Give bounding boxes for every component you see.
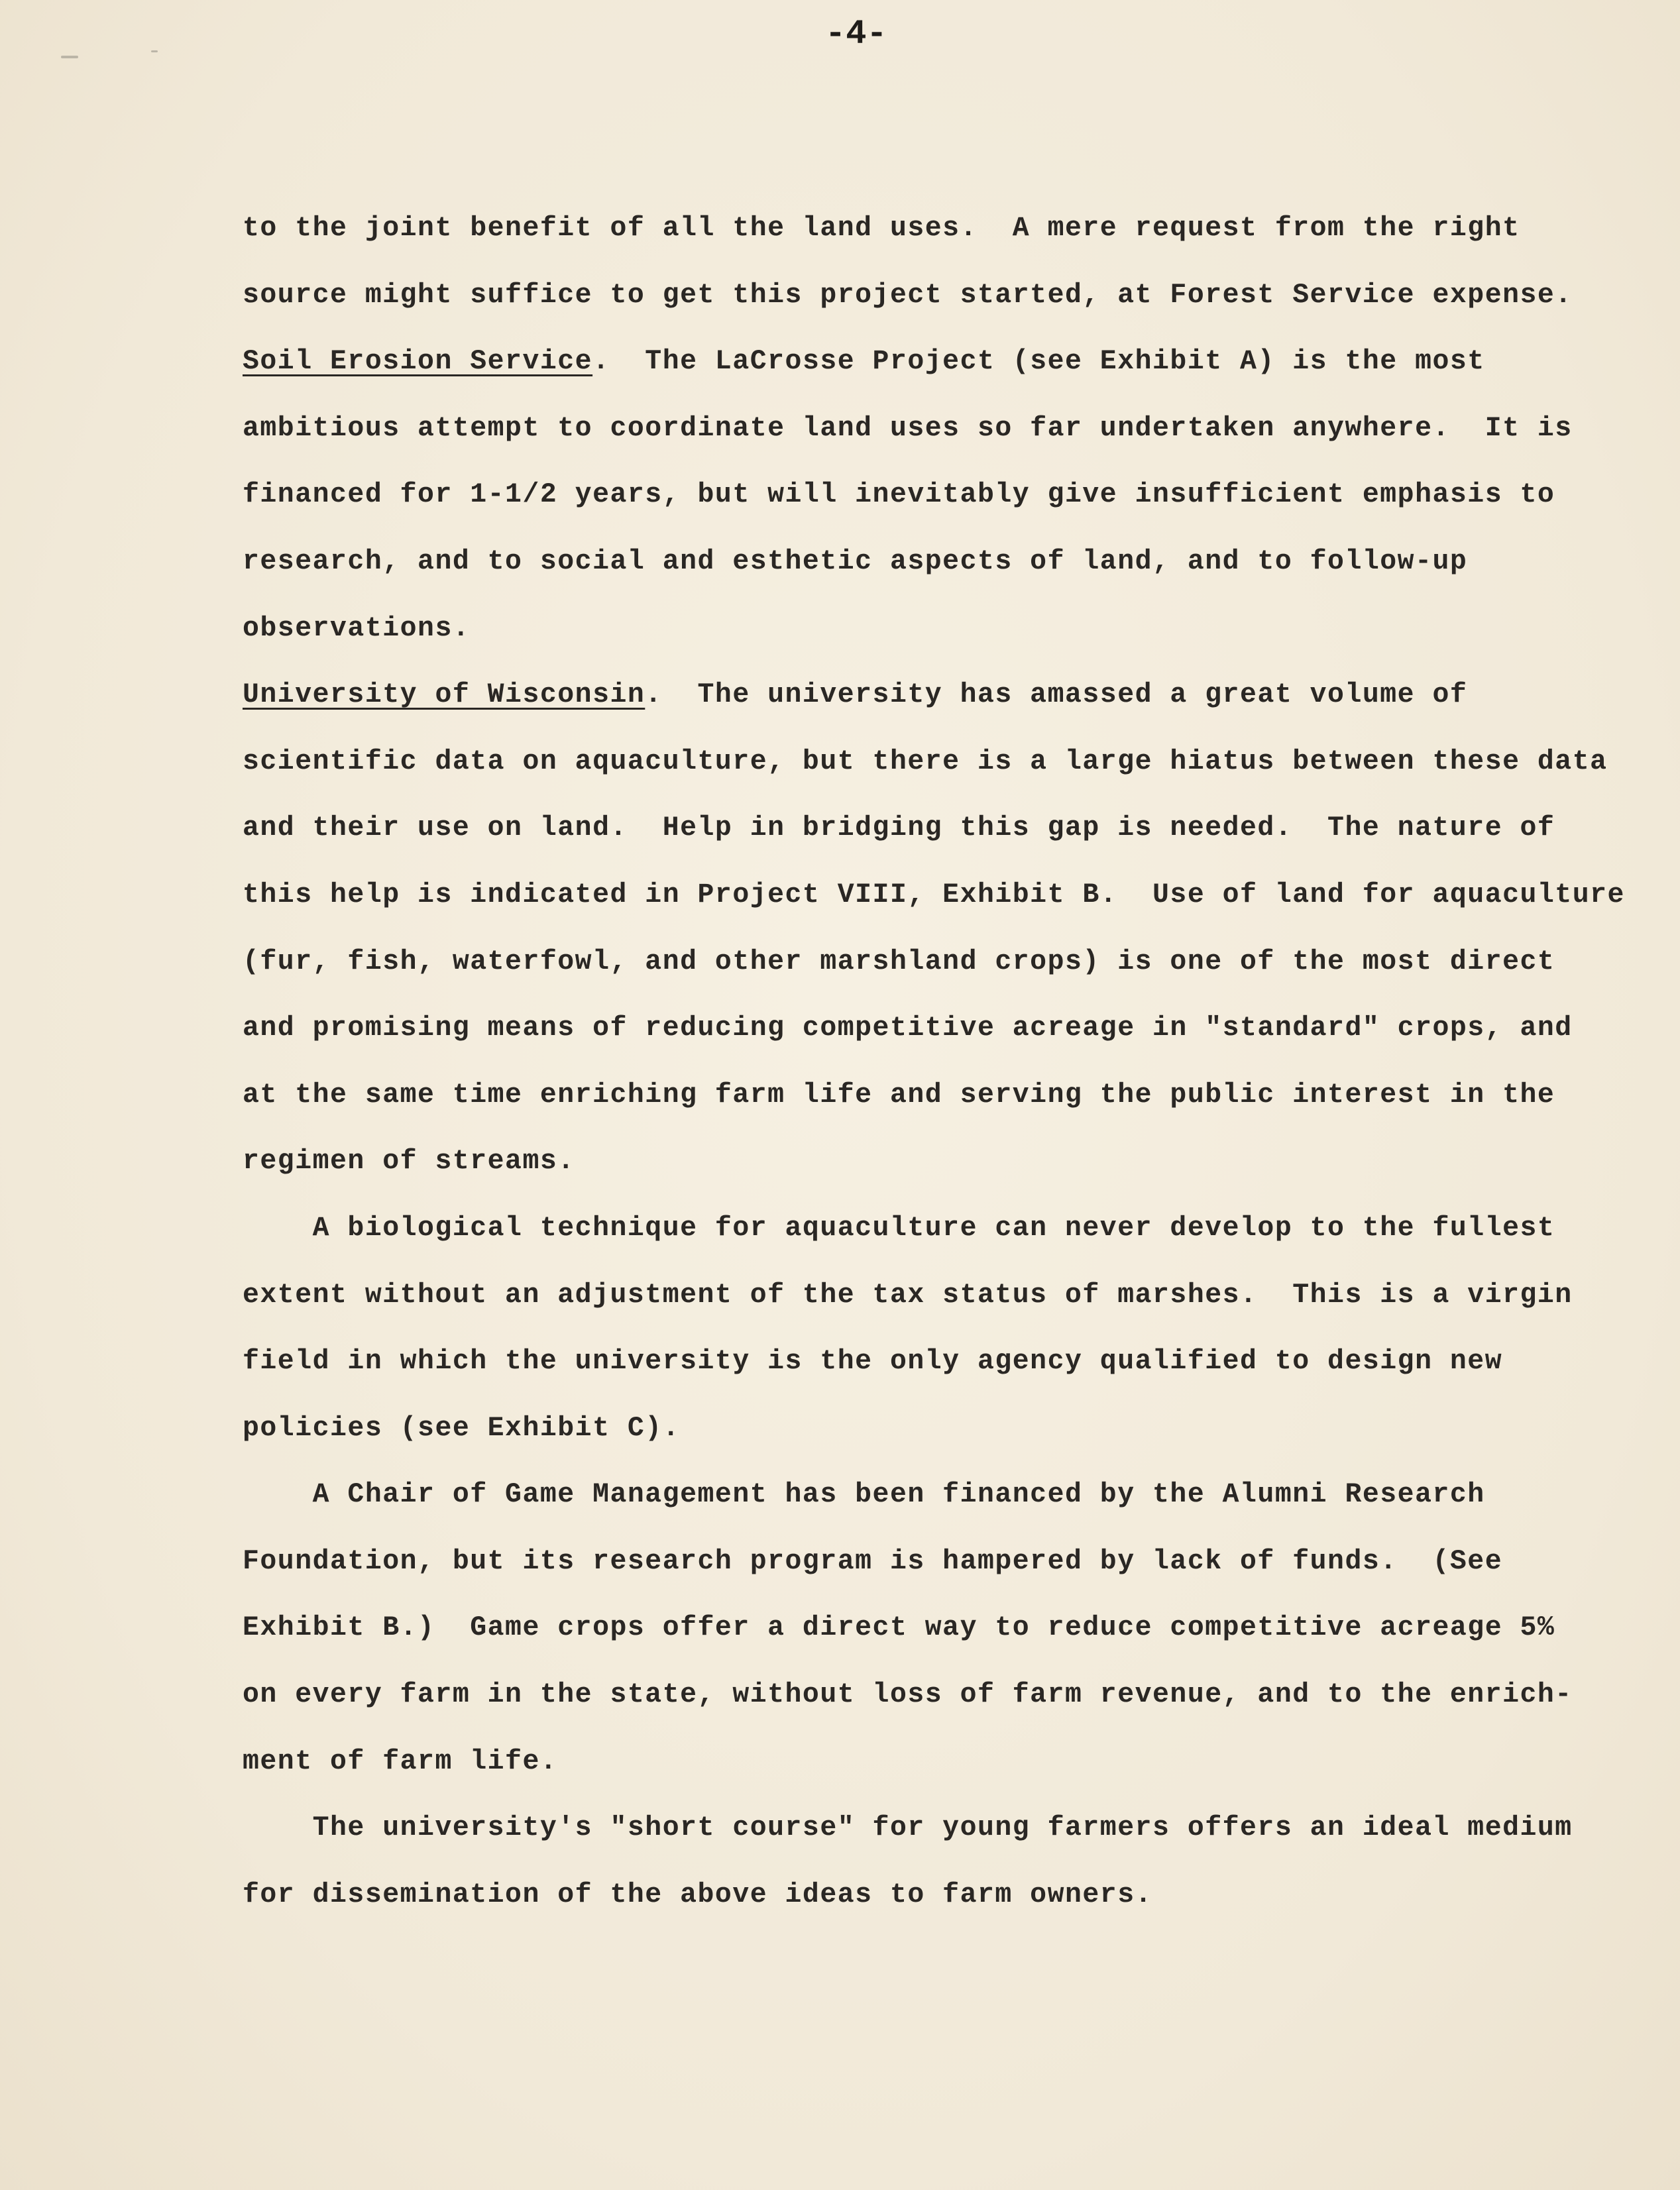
text-line xyxy=(243,805,1581,872)
page-number: -4- xyxy=(825,15,887,54)
text-line xyxy=(243,1272,1581,1339)
line-text: scientific data on aquaculture, but there is a large hiatus between these data xyxy=(243,745,1608,777)
line-text: research, and to social and esthetic aspects of land, and to follow-up xyxy=(243,545,1468,577)
line-text: source might suffice to get this project started, at Forest Service expense. xyxy=(243,279,1573,311)
line-text: observations. xyxy=(243,612,471,644)
underlined-heading: University of Wisconsin xyxy=(243,679,645,711)
text-line xyxy=(243,1605,1581,1672)
text-line xyxy=(243,672,1581,739)
line-text: ment of farm life. xyxy=(243,1745,558,1777)
line-text: regimen of streams. xyxy=(243,1146,575,1177)
line-text: and their use on land. Help in bridging this gap is needed. The nature of xyxy=(243,812,1555,844)
line-text: Foundation, but its research program is hampered by lack of funds. (See xyxy=(243,1545,1503,1577)
paper-blemish xyxy=(61,56,78,58)
text-line xyxy=(243,539,1581,606)
line-text: and promising means of reducing competitive acreage in "standard" crops, and xyxy=(243,1013,1573,1044)
line-text: The university's "short course" for young farmers offers an ideal medium xyxy=(243,1812,1573,1844)
line-text: ambitious attempt to coordinate land uses so far undertaken anywhere. It is xyxy=(243,412,1573,444)
text-line xyxy=(243,739,1608,806)
line-text: financed for 1-1/2 years, but will inevitably give insufficient emphasis to xyxy=(243,479,1555,511)
text-line xyxy=(243,1872,1581,1939)
line-text: field in which the university is the only agency qualified to design new xyxy=(243,1346,1503,1378)
line-text: A Chair of Game Management has been financed by the Alumni Research xyxy=(243,1479,1485,1511)
line-text: policies (see Exhibit C). xyxy=(243,1412,681,1444)
line-text: A biological technique for aquaculture can never develop to the fullest xyxy=(243,1212,1555,1244)
text-line xyxy=(243,472,1581,539)
text-line xyxy=(243,406,1581,472)
text-line xyxy=(243,1539,1581,1606)
line-text: . The LaCrosse Project (see Exhibit A) is the most xyxy=(592,346,1485,378)
text-line xyxy=(243,1405,1581,1472)
text-line xyxy=(243,339,1581,406)
line-text: to the joint benefit of all the land uses. A mere request from the right xyxy=(243,213,1520,244)
text-line xyxy=(243,1205,1581,1272)
line-text: . The university has amassed a great volume of xyxy=(645,679,1468,711)
text-line xyxy=(243,1138,1581,1205)
underlined-heading: Soil Erosion Service xyxy=(243,346,593,378)
text-line xyxy=(243,872,1625,939)
text-line xyxy=(243,1005,1581,1072)
line-text: on every farm in the state, without loss of farm revenue, and to the enrich- xyxy=(243,1679,1573,1711)
text-line xyxy=(243,272,1581,339)
line-text: at the same time enriching farm life and serving the public interest in the xyxy=(243,1079,1555,1111)
line-text: Exhibit B.) Game crops offer a direct way to reduce competitive acreage 5% xyxy=(243,1612,1555,1644)
text-line xyxy=(243,1805,1581,1872)
line-text: this help is indicated in Project VIII, Exhibit B. Use of land for aquaculture xyxy=(243,879,1625,910)
text-line xyxy=(243,1739,1581,1806)
text-line xyxy=(243,1672,1581,1739)
text-line xyxy=(243,606,1581,673)
text-line xyxy=(243,1072,1581,1139)
paper-blemish xyxy=(151,50,158,52)
text-line xyxy=(243,939,1581,1006)
line-text: extent without an adjustment of the tax status of marshes. This is a virgin xyxy=(243,1279,1573,1311)
text-line xyxy=(243,205,1581,272)
text-line xyxy=(243,1472,1581,1539)
line-text: (fur, fish, waterfowl, and other marshland crops) is one of the most direct xyxy=(243,946,1555,977)
text-line xyxy=(243,1339,1581,1405)
line-text: for dissemination of the above ideas to farm owners. xyxy=(243,1879,1153,1910)
typed-body-text xyxy=(243,205,1625,1938)
